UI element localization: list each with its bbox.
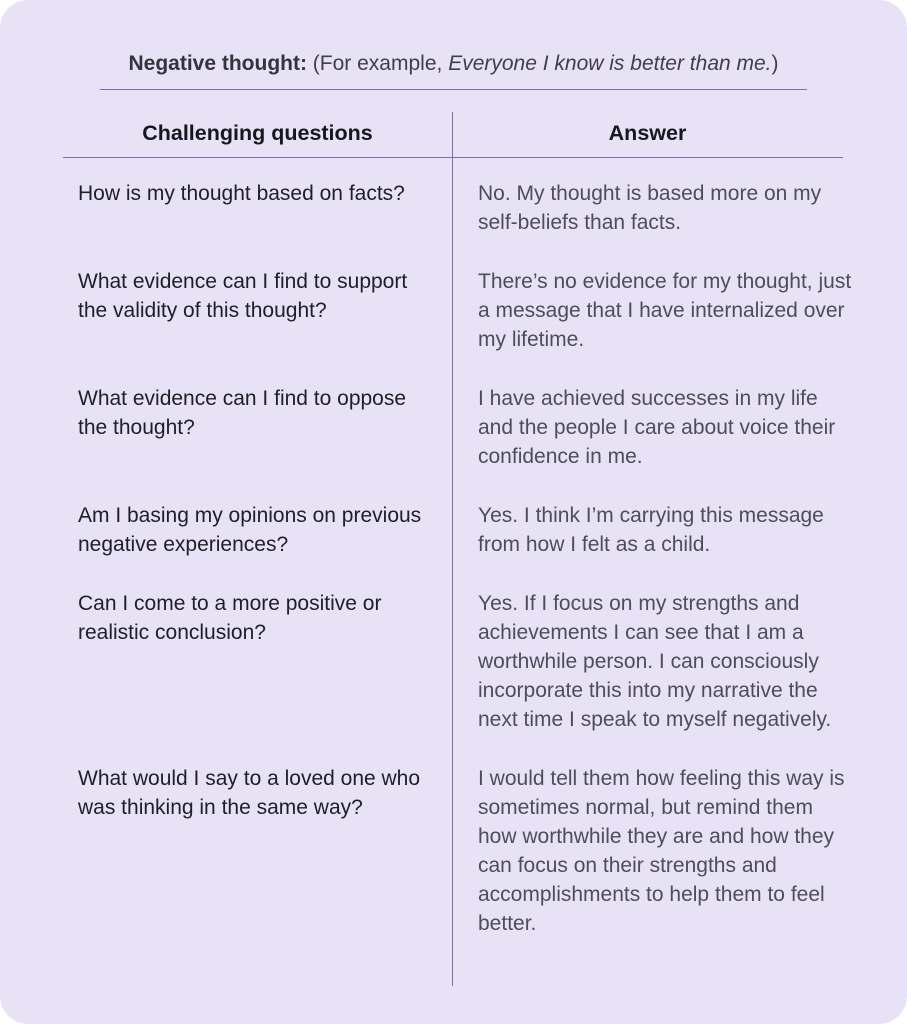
title-divider	[100, 89, 807, 90]
table-row	[63, 589, 855, 734]
question-cell: Can I come to a more positive or realistic conclusion?	[78, 592, 382, 644]
table-row	[63, 501, 855, 559]
table-body	[63, 179, 855, 968]
table-row	[63, 384, 855, 471]
question-cell: How is my thought based on facts?	[78, 182, 405, 205]
question-cell: What would I say to a loved one who was thinking in the same way?	[78, 767, 421, 819]
answer-cell: There’s no evidence for my thought, just a message that I have internalized over my lifetime.	[478, 270, 852, 351]
table-row	[63, 267, 855, 354]
question-cell: What evidence can I find to support the validity of this thought?	[78, 270, 408, 322]
answer-cell: I would tell them how feeling this way is sometimes normal, but remind them how worthwhile they are and how they can focus on their strengths and accomplishments to help them to feel better.	[478, 767, 845, 935]
title-example-suffix: )	[771, 52, 779, 75]
table-header-divider	[63, 157, 843, 158]
question-cell: What evidence can I find to oppose the thought?	[78, 387, 407, 439]
answer-cell: Yes. If I focus on my strengths and achievements I can see that I am a worthwhile person. I can consciously incorporate this into my narrative the next time I speak to myself negatively.	[478, 592, 832, 731]
answer-cell: No. My thought is based more on my self-beliefs than facts.	[478, 182, 822, 234]
title-example-prefix: (For example,	[306, 52, 449, 75]
answer-cell: Yes. I think I’m carrying this message from how I felt as a child.	[478, 504, 824, 556]
question-cell: Am I basing my opinions on previous negative experiences?	[78, 504, 422, 556]
column-header-questions: Challenging questions	[142, 121, 373, 145]
table-header-row	[63, 120, 843, 147]
answer-cell: I have achieved successes in my life and the people I care about voice their confidence in me.	[478, 387, 836, 468]
title-label: Negative thought:	[128, 52, 307, 75]
table-row	[63, 764, 855, 938]
table-row	[63, 179, 855, 237]
worksheet-title	[0, 51, 907, 77]
column-header-answer: Answer	[608, 121, 687, 145]
title-example-text: Everyone I know is better than me.	[448, 52, 772, 75]
